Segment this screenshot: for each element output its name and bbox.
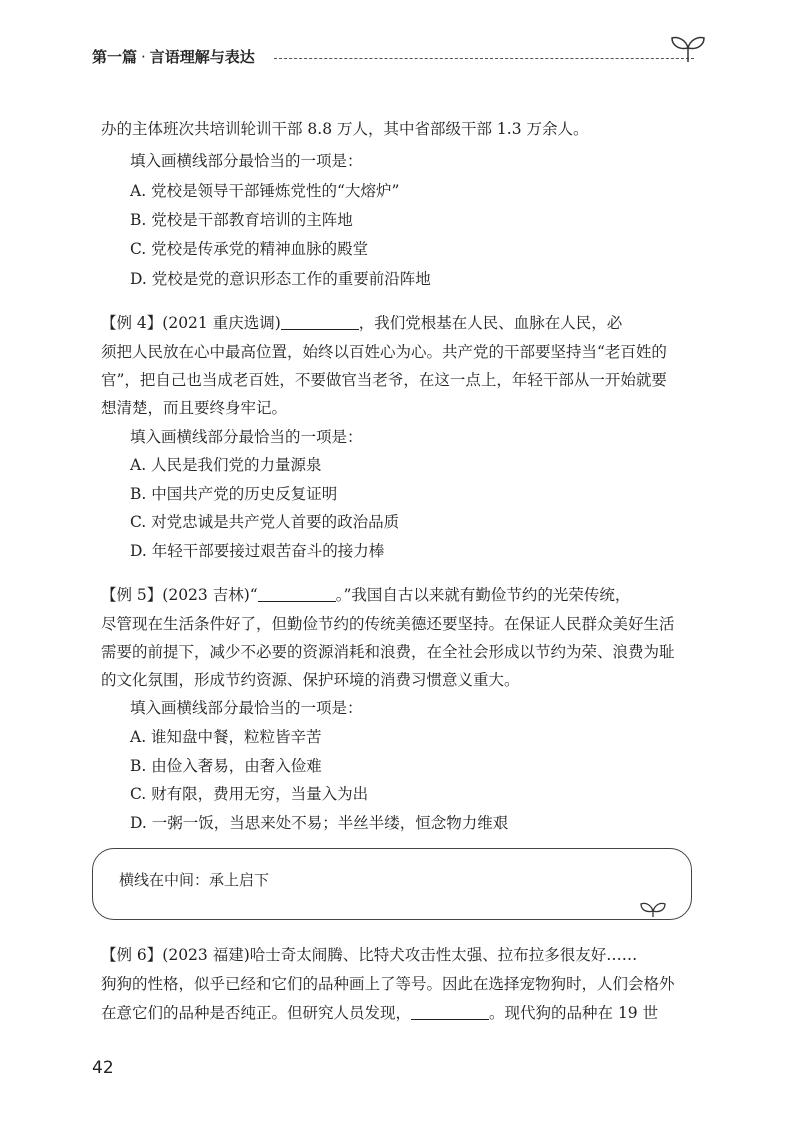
fill-blank — [411, 1005, 489, 1020]
option-a: A. 人民是我们党的力量源泉 — [130, 456, 322, 474]
page-number: 42 — [92, 1058, 114, 1078]
example-6-label: 【例 6】(2023 福建) — [101, 946, 250, 964]
option-c: C. 对党忠诚是共产党人首要的政治品质 — [130, 513, 400, 531]
example-4-label: 【例 4】(2021 重庆选调) — [101, 314, 281, 332]
example-6-line-3 — [101, 1003, 701, 1023]
paragraph-line: 办的主体班次共培训轮训干部 8.8 万人，其中省部级干部 1.3 万余人。 — [101, 120, 589, 138]
tip-box — [92, 848, 692, 920]
option-d: D. 党校是党的意识形态工作的重要前沿阵地 — [130, 270, 431, 288]
fill-blank — [281, 315, 359, 330]
example-5-line-2: 尽管现在生活条件好了，但勤俭节约的传统美德还要坚持。在保证人民群众美好生活 — [101, 615, 675, 633]
example-5-text: 。”我国自古以来就有勤俭节约的光荣传统， — [335, 586, 631, 604]
option-b: B. 中国共产党的历史反复证明 — [130, 485, 338, 503]
fill-blank — [258, 587, 336, 602]
question-prompt: 填入画横线部分最恰当的一项是： — [130, 699, 363, 717]
option-c: C. 党校是传承党的精神血脉的殿堂 — [130, 240, 369, 258]
example-6-text: 在意它们的品种是否纯正。但研究人员发现， — [101, 1004, 412, 1022]
example-5-label: 【例 5】(2023 吉林)“ — [101, 586, 258, 604]
option-a: A. 谁知盘中餐，粒粒皆辛苦 — [130, 728, 322, 746]
example-4-line-4: 想清楚，而且要终身牢记。 — [101, 399, 288, 417]
page-header — [92, 36, 712, 72]
question-prompt: 填入画横线部分最恰当的一项是： — [130, 152, 363, 170]
example-4-line-3: 官”，把自己也当成老百姓，不要做官当老爷，在这一点上，年轻干部从一开始就要 — [101, 371, 667, 389]
example-5-line-4: 的文化氛围，形成节约资源、保护环境的消费习惯意义重大。 — [101, 671, 520, 689]
sprout-icon — [639, 899, 667, 919]
sprout-icon — [670, 32, 706, 64]
chapter-title: 言语理解与表达 — [149, 48, 255, 66]
question-prompt: 填入画横线部分最恰当的一项是： — [130, 428, 363, 446]
option-d: D. 年轻干部要接过艰苦奋斗的接力棒 — [130, 542, 385, 560]
option-b: B. 由俭入奢易，由奢入俭难 — [130, 757, 322, 775]
section-title — [92, 46, 255, 67]
example-4-text: ，我们党根基在人民、血脉在人民，必 — [358, 314, 623, 332]
option-d: D. 一粥一饭，当思来处不易；半丝半缕，恒念物力维艰 — [130, 814, 509, 832]
option-a: A. 党校是领导干部锤炼党性的“大熔炉” — [130, 182, 400, 200]
example-5-line-1 — [101, 585, 701, 605]
header-dashed-line — [274, 58, 694, 59]
header-separator: · — [141, 48, 146, 66]
example-4-line-2: 须把人民放在心中最高位置，始终以百姓心为心。共产党的干部要坚持当“老百姓的 — [101, 343, 667, 361]
tip-text: 横线在中间：承上启下 — [119, 871, 270, 889]
example-4-line-1 — [101, 313, 701, 333]
part-label: 第一篇 — [92, 48, 138, 66]
example-6-line-1 — [101, 945, 701, 965]
example-6-text: 哈士奇太闹腾、比特犬攻击性太强、拉布拉多很友好…… — [249, 946, 638, 964]
example-6-line-2: 狗狗的性格，似乎已经和它们的品种画上了等号。因此在选择宠物狗时，人们会格外 — [101, 975, 675, 993]
example-5-line-3: 需要的前提下，减少不必要的资源消耗和浪费，在全社会形成以节约为荣、浪费为耻 — [101, 643, 675, 661]
option-b: B. 党校是干部教育培训的主阵地 — [130, 211, 353, 229]
option-c: C. 财有限，费用无穷，当量入为出 — [130, 785, 369, 803]
example-6-text: 。现代狗的品种在 19 世 — [489, 1004, 659, 1022]
